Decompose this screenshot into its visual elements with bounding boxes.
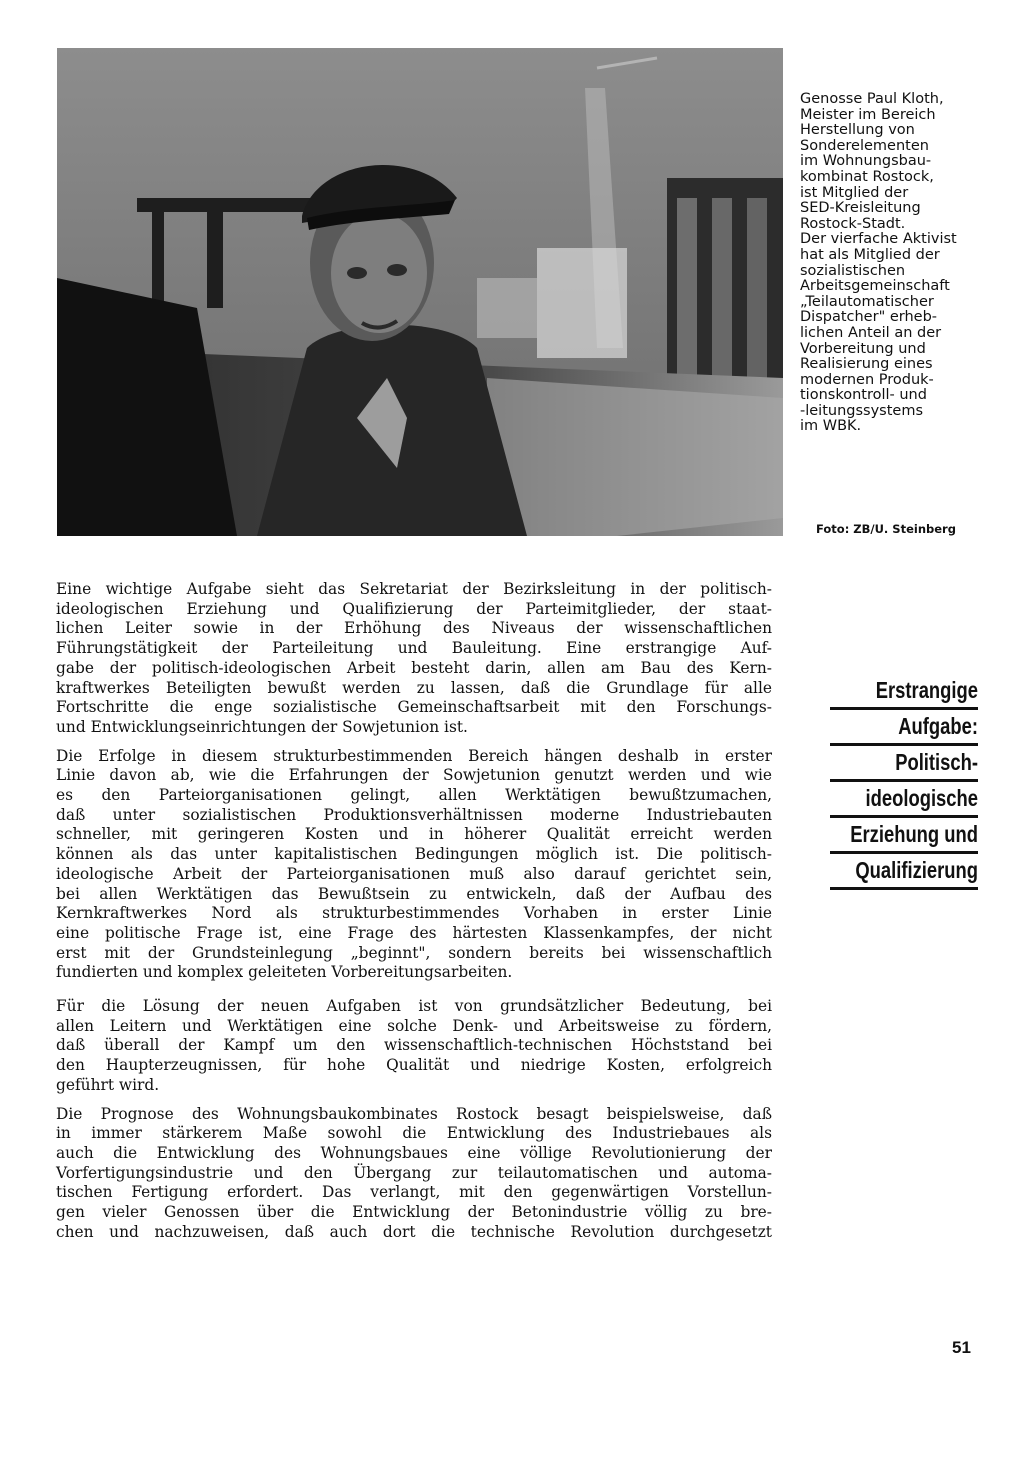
caption-line: lichen Anteil an der <box>800 324 942 341</box>
caption-line: Der vierfache Aktivist <box>800 231 957 248</box>
article-line: Die Erfolge in diesem strukturbestimmenden Bereich hängen deshalb in erster <box>56 746 772 765</box>
caption-line: Arbeitsgemeinschaft <box>800 278 950 295</box>
article-line: Linie davon ab, wie die Erfahrungen der Sowjetunion genutzt werden und wie <box>56 766 772 785</box>
article-line: den Haupterzeugnissen, für hohe Qualität und niedrige Kosten, erfolgreich <box>56 1056 772 1075</box>
article-line: allen Leitern und Werktätigen eine solche Denk- und Arbeitsweise zu fördern, <box>56 1016 772 1035</box>
caption-line: „Teilautomatischer <box>800 293 934 310</box>
article-line: gabe der politisch-ideologischen Arbeit besteht darin, allen am Bau des Kern- <box>56 658 772 677</box>
caption-line: im WBK. <box>800 418 862 435</box>
caption-line: modernen Produk- <box>800 371 934 388</box>
article-line: und Entwicklungseinrichtungen der Sowjetunion ist. <box>56 717 468 736</box>
article-line: in immer stärkerem Maße sowohl die Entwicklung des Industriebaues als <box>56 1124 772 1143</box>
caption-line: Genosse Paul Kloth, <box>800 91 944 107</box>
article-line: ideologische Arbeit der Parteiorganisationen muß also darauf gerichtet sein, <box>56 864 772 883</box>
article-body <box>56 580 772 1252</box>
article-line: daß überall der Kampf um den wissenschaftlich-technischen Höchststand bei <box>56 1036 772 1055</box>
article-line: eine politische Frage ist, eine Frage des härtesten Klassenkampfes, der nicht <box>56 923 772 942</box>
caption-line: tionskontroll- und <box>800 387 927 404</box>
article-paragraph <box>56 747 772 983</box>
article-line: Eine wichtige Aufgabe sieht das Sekretariat der Bezirksleitung in der politisch- <box>56 580 772 598</box>
caption-line: Dispatcher" erheb- <box>800 309 938 326</box>
article-line: geführt wird. <box>56 1075 160 1094</box>
article-line: Vorfertigungsindustrie und den Übergang zur teilautomatischen und automa- <box>56 1163 772 1182</box>
article-line: tischen Fertigung erfordert. Das verlangt, mit den gegenwärtigen Vorstellun- <box>56 1183 772 1202</box>
article-line: Fortschritte die enge sozialistische Gemeinschaftsarbeit mit den Forschungs- <box>56 698 772 717</box>
side-heading-line: Aufgabe: <box>830 710 978 746</box>
photo-caption <box>800 92 990 435</box>
photo-worker-portrait-icon <box>57 48 783 536</box>
caption-line: Meister im Bereich <box>800 106 936 123</box>
caption-line: SED-Kreisleitung <box>800 200 921 217</box>
article-line: ideologischen Erziehung und Qualifizierung der Parteimitglieder, der staat- <box>56 599 772 618</box>
side-heading-line: ideologische <box>830 782 978 818</box>
side-heading-line: Erziehung und <box>830 818 978 854</box>
article-line: fundierten und komplex geleiteten Vorbereitungsarbeiten. <box>56 963 513 982</box>
caption-line: ist Mitglied der <box>800 184 909 201</box>
article-line: auch die Entwicklung des Wohnungsbaues eine völlige Revolutionierung der <box>56 1143 772 1162</box>
caption-line: sozialistischen <box>800 262 906 279</box>
caption-line: Vorbereitung und <box>800 340 926 357</box>
article-line: bei allen Werktätigen das Bewußtsein zu entwickeln, daß der Aufbau des <box>56 884 772 903</box>
page-number: 51 <box>952 1338 971 1357</box>
caption-line: Rostock-Stadt. <box>800 215 906 232</box>
article-line: lichen Leiter sowie in der Erhöhung des Niveaus der wissenschaftlichen <box>56 619 772 638</box>
caption-line: Sonderelementen <box>800 137 929 154</box>
article-line: kraftwerkes Beteiligten bewußt werden zu lassen, daß die Grundlage für alle <box>56 678 772 697</box>
article-paragraph <box>56 580 772 738</box>
article-line: Die Prognose des Wohnungsbaukombinates Rostock besagt beispielsweise, daß <box>56 1104 772 1123</box>
side-heading-line: Politisch- <box>830 746 978 782</box>
article-line: Für die Lösung der neuen Aufgaben ist von grundsätzlicher Bedeutung, bei <box>56 997 772 1016</box>
article-line: gen vieler Genossen über die Entwicklung der Betonindustrie völlig zu bre- <box>56 1203 772 1222</box>
article-line: erst mit der Grundsteinlegung „beginnt", sondern bereits bei wissenschaftlich <box>56 943 772 962</box>
caption-line: Realisierung eines <box>800 356 933 373</box>
caption-line: hat als Mitglied der <box>800 246 940 263</box>
photo-credit: Foto: ZB/U. Steinberg <box>816 522 956 536</box>
side-heading-line: Erstrangige <box>830 674 978 710</box>
article-paragraph <box>56 997 772 1096</box>
article-line: chen und nachzuweisen, daß auch dort die technische Revolution durchgesetzt <box>56 1222 772 1241</box>
article-line: es den Parteiorganisationen gelingt, allen Werktätigen bewußtzumachen, <box>56 786 772 805</box>
caption-line: Herstellung von <box>800 122 915 139</box>
caption-line: -leitungssystems <box>800 402 924 419</box>
article-line: daß unter sozialistischen Produktionsverhältnissen moderne Industriebauten <box>56 805 772 824</box>
side-heading-line: Qualifizierung <box>830 854 978 890</box>
article-paragraph <box>56 1105 772 1243</box>
article-line: schneller, mit geringeren Kosten und in höherer Qualität erreicht werden <box>56 825 772 844</box>
article-line: können als das unter kapitalistischen Bedingungen möglich ist. Die politisch- <box>56 845 772 864</box>
worker-photo <box>57 48 783 536</box>
article-line: Führungstätigkeit der Parteileitung und Bauleitung. Eine erstrangige Auf- <box>56 639 772 658</box>
side-heading <box>793 674 978 890</box>
article-line: Kernkraftwerkes Nord als strukturbestimmendes Vorhaben in erster Linie <box>56 904 772 923</box>
caption-line: kombinat Rostock, <box>800 168 934 185</box>
caption-line: im Wohnungsbau- <box>800 153 932 170</box>
